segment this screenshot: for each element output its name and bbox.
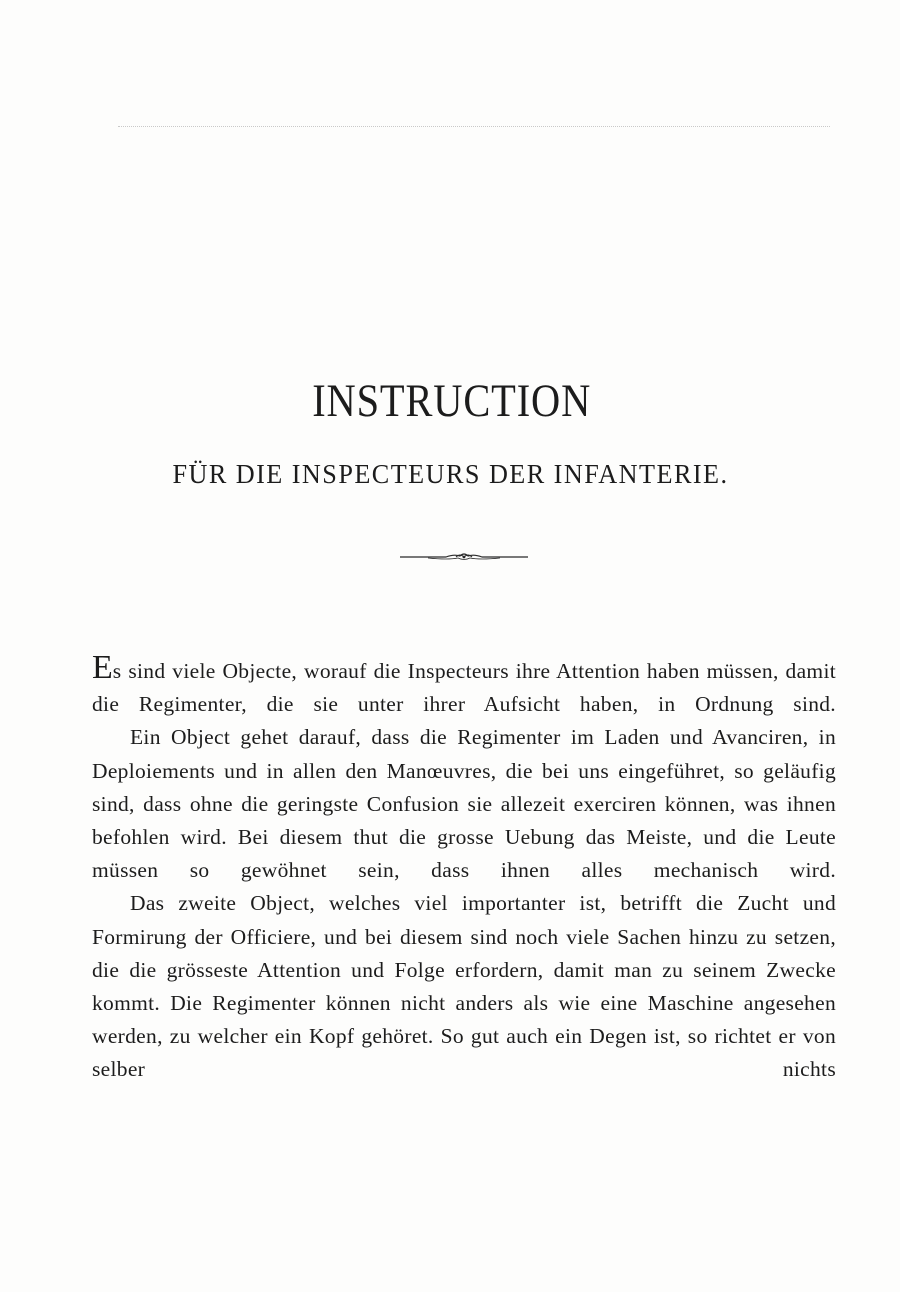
page-title: INSTRUCTION (312, 375, 592, 427)
drop-initial: E (92, 649, 113, 686)
decorative-flourish-rule-icon (398, 548, 530, 566)
paragraph-2: Ein Object gehet darauf, dass die Regimenter im Laden und Avanciren, in Deploiements und in allen den Manœuvres, die bei uns eingeführet, so geläufig sind, dass ohne die geringste Confusion sie allezeit exerciren können, was ihnen befohlen wird. Bei diesem thut die grosse Uebung das Meiste, und die Leute müssen so gewöhnet sein, dass ihnen alles mechanisch wird. (92, 725, 836, 883)
page-subtitle: FÜR DIE INSPECTEURS DER INFANTERIE. (172, 459, 729, 489)
body-text (92, 649, 836, 1087)
paragraph-1-text: s sind viele Objecte, worauf die Inspecteurs ihre Attention haben müssen, damit die Regimenter, die sie unter ihrer Aufsicht haben, in Ordnung sind. (92, 659, 836, 717)
paragraph-1 (92, 649, 836, 721)
paragraph-3: Das zweite Object, welches viel importanter ist, betrifft die Zucht und Formirung der Officiere, und bei diesem sind noch viele Sachen hinzu zu setzen, die die grösseste Attention und Folge erfordern, damit man zu seinem Zwecke kommt. Die Regimenter können nicht anders als wie eine Maschine angesehen werden, zu welcher ein Kopf gehöret. So gut auch ein Degen ist, so richtet er von selber nichts (92, 891, 836, 1082)
top-divider-rule (118, 126, 830, 127)
